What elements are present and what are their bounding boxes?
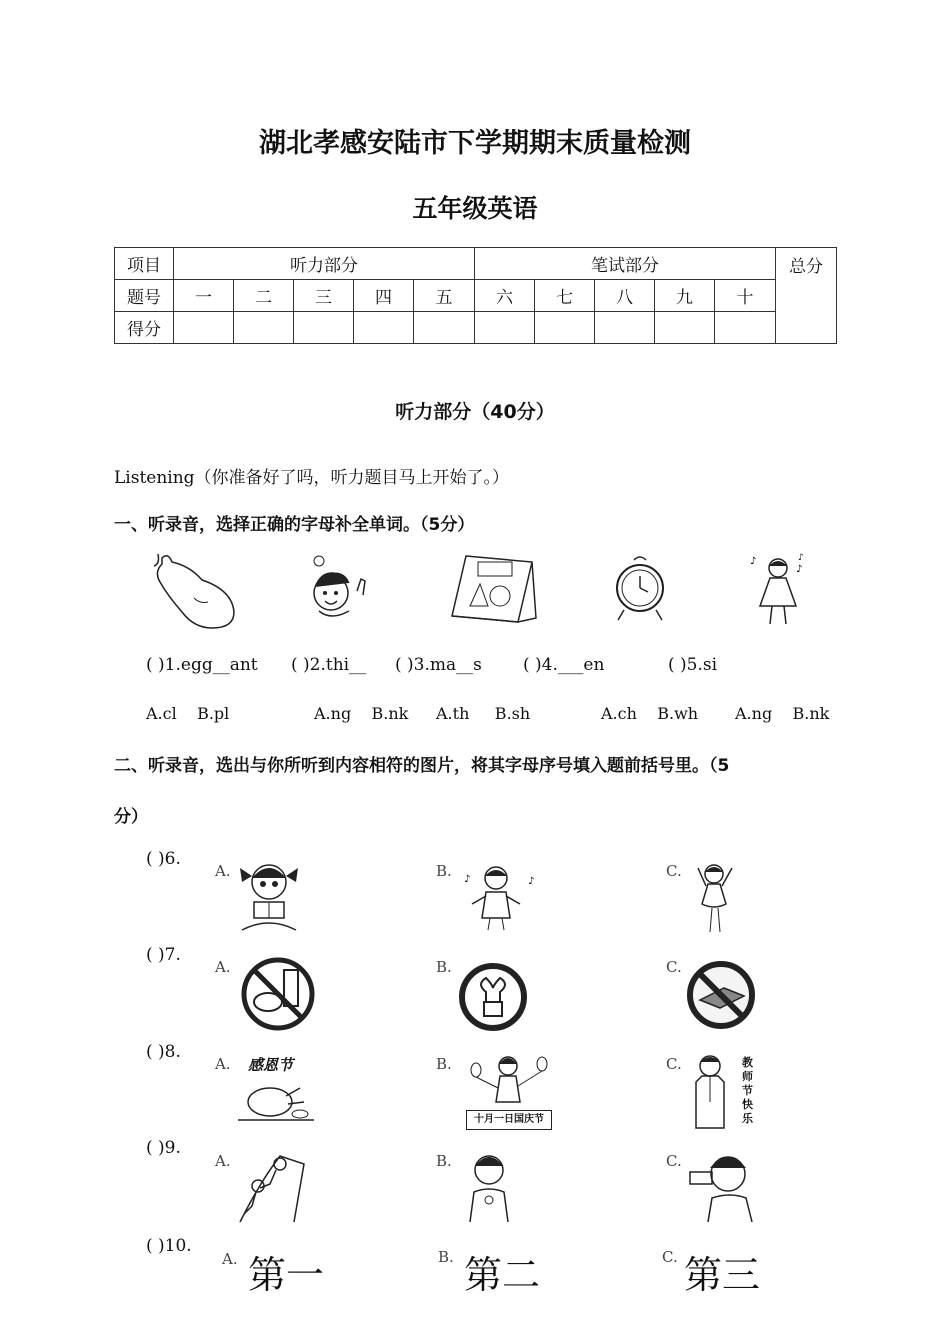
svg-text:♪: ♪ (464, 874, 471, 885)
q6-option-c-label: C. (666, 862, 682, 880)
page-title: 湖北孝感安陆市下学期期末质量检测 (259, 128, 691, 159)
table-cell: 六 (475, 280, 535, 312)
table-cell: 五 (414, 280, 475, 312)
teachers-day-text (742, 1056, 753, 1126)
q10-number[interactable]: ( )10. (146, 1236, 192, 1256)
q10-option-a-label: A. (222, 1250, 238, 1268)
q4-options: A.ch B.wh (601, 704, 699, 723)
table-cell: 三 (294, 280, 354, 312)
char: 节 (742, 1084, 753, 1097)
q6-number[interactable]: ( )6. (146, 849, 181, 869)
q10-option-c-label: C. (662, 1248, 678, 1266)
q2-options: A.ng B.nk (314, 704, 409, 723)
q9-option-a-label: A. (215, 1152, 231, 1170)
svg-text:♪: ♪ (796, 564, 803, 575)
q7-option-c-label: C. (666, 958, 682, 976)
clock-image (610, 552, 670, 627)
char: 师 (742, 1070, 753, 1083)
table-cell: 七 (535, 280, 595, 312)
table-cell: 二 (234, 280, 294, 312)
table-row (115, 312, 837, 344)
thanksgiving-label: 感恩节 (248, 1056, 294, 1074)
climbing-mountain-image[interactable] (236, 1150, 308, 1224)
q10-option-b-text[interactable]: 第二 (464, 1253, 541, 1297)
table-cell: 项目 (115, 248, 174, 280)
table-cell: 九 (655, 280, 715, 312)
q10-option-b-label: B. (438, 1248, 454, 1266)
score-input-cell[interactable] (414, 312, 475, 344)
q5-options: A.ng B.nk (735, 704, 830, 723)
char: 快 (742, 1098, 753, 1111)
table-cell: 八 (595, 280, 655, 312)
q10-option-a-text[interactable]: 第一 (248, 1253, 325, 1297)
part2-heading-cont: 分） (114, 807, 148, 827)
q6-option-b-label: B. (436, 862, 452, 880)
table-cell: 总分 (776, 248, 837, 344)
national-day-banner: 十月一日国庆节 (466, 1110, 552, 1130)
table-row (115, 280, 837, 312)
girl-with-balloons-icon (462, 1052, 554, 1108)
char: 乐 (742, 1112, 753, 1125)
svg-text:♪: ♪ (750, 556, 757, 567)
q7-option-b-label: B. (436, 958, 452, 976)
score-input-cell[interactable] (535, 312, 595, 344)
q3-blank[interactable]: ( )3.ma__s (395, 655, 482, 675)
q8-option-c-label: C. (666, 1055, 682, 1073)
no-eating-sign-image[interactable] (240, 956, 316, 1032)
roast-turkey-icon (236, 1074, 316, 1128)
table-cell: 十 (715, 280, 776, 312)
q9-option-b-label: B. (436, 1152, 452, 1170)
q10-option-c-text[interactable]: 第三 (684, 1253, 761, 1297)
q5-blank[interactable]: ( )5.si (668, 655, 718, 675)
page-subtitle: 五年级英语 (412, 194, 538, 223)
score-input-cell[interactable] (475, 312, 535, 344)
q1-options: A.cl B.pl (146, 704, 230, 723)
score-input-cell[interactable] (174, 312, 234, 344)
table-cell: 得分 (115, 312, 174, 344)
national-day-image[interactable] (462, 1052, 554, 1132)
svg-text:♪: ♪ (528, 876, 535, 887)
girl-singing-image[interactable] (462, 862, 542, 932)
table-cell: 四 (354, 280, 414, 312)
table-row (115, 248, 837, 280)
q9-option-c-label: C. (666, 1152, 682, 1170)
no-littering-sign-image[interactable] (686, 960, 756, 1030)
q4-blank[interactable]: ( )4.___en (523, 655, 605, 675)
score-table (114, 247, 837, 344)
score-input-cell[interactable] (234, 312, 294, 344)
score-input-cell[interactable] (294, 312, 354, 344)
boy-eating-image[interactable] (462, 1150, 516, 1224)
listening-heading: 听力部分（40分） (395, 401, 555, 423)
q2-blank[interactable]: ( )2.thi__ (291, 655, 367, 675)
q7-option-a-label: A. (215, 958, 231, 976)
girl-dancing-image[interactable] (686, 860, 746, 936)
score-input-cell[interactable] (354, 312, 414, 344)
teacher-icon (688, 1052, 740, 1132)
part1-heading: 一、听录音，选择正确的字母补全单词。（5分） (114, 515, 475, 535)
listening-intro: Listening（你准备好了吗，听力题目马上开始了。） (114, 468, 510, 488)
q3-options: A.th B.sh (436, 704, 531, 723)
no-picking-flowers-sign-image[interactable] (458, 962, 528, 1032)
singing-girl-image (748, 552, 808, 627)
score-input-cell[interactable] (715, 312, 776, 344)
char: 教 (742, 1056, 753, 1069)
score-input-cell[interactable] (595, 312, 655, 344)
eggplant-image (150, 552, 240, 627)
q6-option-a-label: A. (215, 862, 231, 880)
q1-blank[interactable]: ( )1.egg__ant (146, 655, 258, 675)
girl-reading-image[interactable] (236, 860, 302, 934)
q7-number[interactable]: ( )7. (146, 945, 181, 965)
table-cell: 听力部分 (174, 248, 475, 280)
thanksgiving-image[interactable] (236, 1052, 316, 1132)
math-book-image (448, 552, 540, 626)
teachers-day-image[interactable] (688, 1052, 762, 1132)
table-cell: 笔试部分 (475, 248, 776, 280)
q8-option-b-label: B. (436, 1055, 452, 1073)
q8-option-a-label: A. (215, 1055, 231, 1073)
table-cell: 题号 (115, 280, 174, 312)
part2-heading: 二、听录音，选出与你所听到内容相符的图片，将其字母序号填入题前括号里。（5 (114, 756, 730, 776)
q9-number[interactable]: ( )9. (146, 1138, 181, 1158)
thinking-boy-image (305, 553, 375, 625)
boy-drinking-image[interactable] (688, 1150, 758, 1224)
q8-number[interactable]: ( )8. (146, 1042, 181, 1062)
svg-text:♪: ♪ (798, 553, 804, 563)
table-cell: 一 (174, 280, 234, 312)
score-input-cell[interactable] (655, 312, 715, 344)
